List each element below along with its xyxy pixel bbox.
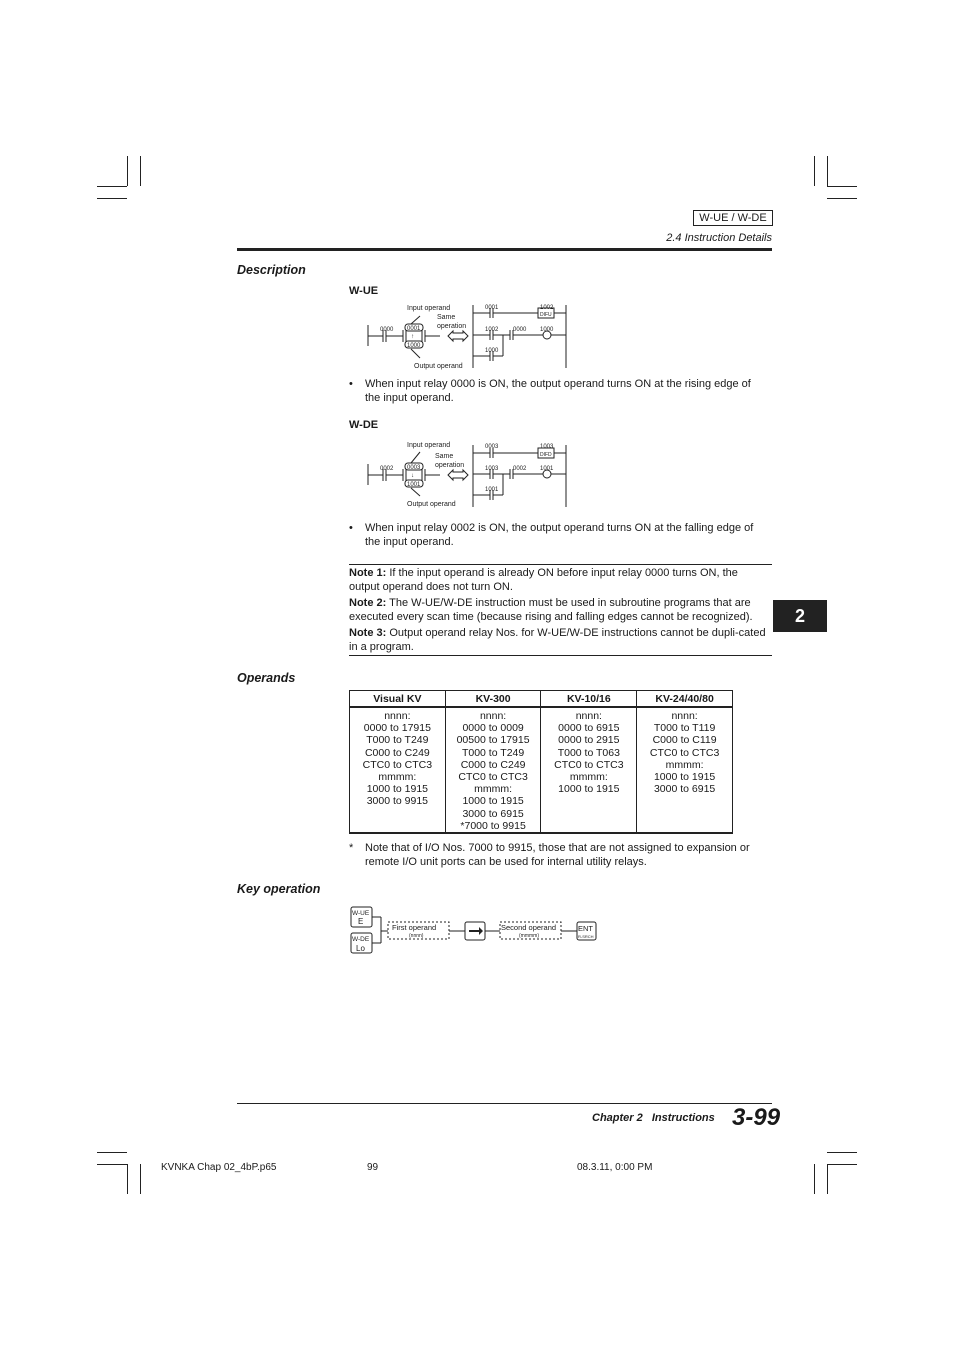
cell-line: T000 to T249: [366, 734, 429, 747]
cell-line: 3000 to 6915: [653, 783, 716, 796]
wue-bullet-text: When input relay 0000 is ON, the output operand turns ON at the rising edge of the input operand.: [365, 378, 751, 404]
cell-line: T000 to T119: [653, 722, 716, 735]
cell-line: CTC0 to CTC3: [458, 771, 528, 784]
cell-line: CTC0 to CTC3: [649, 746, 720, 759]
cell-line: 1000 to 1915: [558, 783, 620, 796]
wue-input-operand-label: Input operand: [407, 305, 451, 312]
cell-line: nnnn:: [479, 710, 507, 722]
footer-file: KVNKA Chap 02_4bP.p65: [161, 1162, 277, 1173]
wue-ladder-diagram: [360, 298, 580, 376]
wde-coil-1-type: DIFD: [540, 452, 552, 458]
note-3-text: Output operand relay Nos. for W-UE/W-DE instructions cannot be dupli-cated in a program.: [349, 627, 766, 653]
cell-line: nnnn:: [575, 710, 602, 722]
footer-page: 99: [367, 1162, 379, 1173]
wde-operand-in: 0003: [407, 465, 421, 471]
crop-mark: [827, 1152, 857, 1153]
bullet-marker: •: [349, 522, 353, 534]
wue-coil-2: 1000: [540, 327, 554, 333]
cell-line: C000 to C119: [652, 734, 717, 747]
wue-coil-1: 1002: [540, 305, 554, 311]
first-operand-sub: (nnnn): [409, 933, 424, 939]
chapter-tab: 2: [773, 600, 827, 632]
col-header-visual-kv: Visual KV: [350, 691, 446, 708]
wde-contact-2: 1003: [485, 466, 499, 472]
crop-mark: [827, 1164, 857, 1165]
note-1: [349, 566, 769, 594]
crop-mark: [814, 156, 815, 186]
wue-coil-1-type: DIFU: [540, 312, 552, 318]
cell-line: CTC0 to CTC3: [554, 758, 624, 771]
notes-top-rule: [349, 564, 772, 565]
cell-line: 1000 to 1915: [653, 771, 716, 784]
wde-same-label: Same: [435, 453, 454, 460]
note-2-text: The W-UE/W-DE instruction must be used in subroutine programs that are executed every scan time (because rising and falling edges cannot be recognized).: [349, 597, 753, 623]
first-operand-label: First operand: [392, 923, 437, 932]
col-header-kv-24-40-80: KV-24/40/80: [637, 691, 733, 708]
wde-coil-1: 1003: [540, 444, 554, 450]
cell-line: nnnn:: [671, 710, 698, 722]
wue-contact-1: 0001: [485, 305, 499, 311]
crop-mark: [827, 1164, 828, 1194]
wue-contact-4: 1000: [485, 348, 499, 354]
crop-mark: [827, 198, 857, 199]
notes-block: [349, 566, 769, 656]
notes-bottom-rule: [349, 655, 772, 656]
second-operand-sub: (mmmm): [519, 933, 539, 939]
cell-line: mmmm:: [474, 783, 513, 796]
footer-date: 08.3.11, 0:00 PM: [577, 1162, 653, 1173]
key-wde-label: W-DE: [352, 936, 370, 943]
crop-mark: [140, 156, 141, 186]
wue-operand-out: 1000: [407, 343, 421, 349]
cell-line: 1000 to 1915: [366, 783, 429, 796]
description-heading: Description: [237, 263, 306, 277]
cell-line: 0000 to 0009: [462, 722, 524, 735]
wde-input-relay: 0002: [380, 466, 394, 472]
crop-mark: [127, 156, 128, 186]
wue-contact-2: 1002: [485, 327, 499, 333]
cell-line: 0000 to 6915: [558, 722, 620, 735]
cell-line: 1000 to 1915: [462, 795, 524, 808]
wde-ladder-diagram: [360, 436, 580, 514]
cell-kv-10-16: [541, 707, 637, 833]
cell-line: mmmm:: [665, 758, 704, 771]
wde-contact-4: 1001: [485, 487, 499, 493]
cell-line: T000 to T063: [557, 746, 620, 759]
wue-operation-label: operation: [437, 323, 467, 330]
footer-rule: [237, 1103, 772, 1104]
wde-bullet: [349, 521, 769, 549]
crop-mark: [97, 1152, 127, 1153]
operands-table: [349, 690, 733, 834]
cell-line: T000 to T249: [461, 746, 525, 759]
cell-line: *7000 to 9915: [460, 819, 526, 832]
wde-operand-out: 1001: [407, 482, 421, 488]
key-operation-diagram: [349, 905, 601, 957]
operands-header-row: [350, 691, 733, 708]
note-3: [349, 626, 769, 654]
crop-mark: [140, 1164, 141, 1194]
cell-line: 3000 to 9915: [366, 795, 429, 808]
cell-line: nnnn:: [384, 710, 411, 722]
wue-input-relay: 0000: [380, 327, 394, 333]
header-rule: [237, 248, 772, 251]
crop-mark: [97, 1164, 127, 1165]
crop-mark: [827, 156, 828, 186]
key-wde-sub: Lo: [356, 944, 365, 953]
cell-kv-24-40-80: [637, 707, 733, 833]
ent-key-label: ENT: [578, 924, 593, 933]
ent-key-sub: R-SRCH: [578, 934, 594, 939]
note-3-label: Note 3:: [349, 627, 387, 639]
page-number: 3-99: [732, 1104, 781, 1131]
note-2-label: Note 2:: [349, 597, 387, 609]
operands-heading: Operands: [237, 671, 296, 685]
wde-input-operand-label: Input operand: [407, 442, 451, 449]
wde-label: W-DE: [349, 419, 379, 431]
cell-line: 0000 to 2915: [558, 734, 620, 747]
wde-output-operand-label: Output operand: [407, 501, 456, 508]
crop-mark: [827, 186, 857, 187]
note-1-label: Note 1:: [349, 567, 387, 579]
cell-line: mmmm:: [378, 771, 417, 784]
col-header-kv-10-16: KV-10/16: [541, 691, 637, 708]
cell-line: C000 to C249: [364, 746, 430, 759]
note-2: [349, 596, 769, 624]
instruction-tag: W-UE / W-DE: [693, 210, 773, 226]
wde-contact-1: 0003: [485, 444, 499, 450]
cell-line: C000 to C249: [460, 758, 526, 771]
bullet-marker: •: [349, 378, 353, 390]
cell-visual-kv: [350, 707, 446, 833]
wue-same-label: Same: [437, 314, 456, 321]
footnote-text: Note that of I/O Nos. 7000 to 9915, those that are not assigned to expansion or remote I/O unit ports can be used for internal utility relays.: [365, 842, 750, 868]
footnote-marker: *: [349, 842, 354, 854]
crop-mark: [97, 186, 127, 187]
wde-coil-2: 1001: [540, 466, 554, 472]
footer-chapter-number: Chapter 2: [592, 1112, 643, 1124]
key-operation-heading: Key operation: [237, 882, 321, 896]
wue-bullet: [349, 377, 769, 405]
wde-contact-3: 0002: [513, 466, 527, 472]
cell-kv-300: [445, 707, 541, 833]
wue-output-operand-label: Output operand: [414, 363, 463, 370]
arrow-right-icon: [469, 927, 483, 935]
footer-chapter-title: Instructions: [651, 1112, 715, 1124]
wue-contact-3: 0000: [513, 327, 527, 333]
second-operand-label: Second operand: [501, 923, 557, 932]
note-1-text: If the input operand is already ON before input relay 0000 turns ON, the output operand does not turn ON.: [349, 567, 738, 593]
wue-edge-arrow: ↑: [411, 334, 414, 340]
wue-label: W-UE: [349, 285, 379, 297]
crop-mark: [814, 1164, 815, 1194]
crop-mark: [127, 1164, 128, 1194]
cell-line: CTC0 to CTC3: [362, 758, 433, 771]
wde-edge-arrow: ↓: [411, 473, 414, 479]
cell-line: mmmm:: [569, 771, 608, 784]
cell-line: 0000 to 17915: [363, 722, 431, 735]
wde-bullet-text: When input relay 0002 is ON, the output operand turns ON at the falling edge of the input operand.: [365, 522, 754, 548]
crop-mark: [97, 198, 127, 199]
operands-footnote: [349, 841, 769, 869]
cell-line: 00500 to 17915: [456, 734, 530, 747]
section-reference: 2.4 Instruction Details: [666, 232, 772, 244]
col-header-kv-300: KV-300: [445, 691, 541, 708]
wue-operand-in: 0001: [407, 326, 421, 332]
footer-chapter: [592, 1112, 715, 1124]
cell-line: 3000 to 6915: [462, 807, 524, 820]
key-wue-sub: E: [358, 917, 364, 926]
key-wue-label: W-UE: [352, 910, 370, 917]
operands-data-row: [350, 707, 733, 833]
wde-operation-label: operation: [435, 462, 465, 469]
